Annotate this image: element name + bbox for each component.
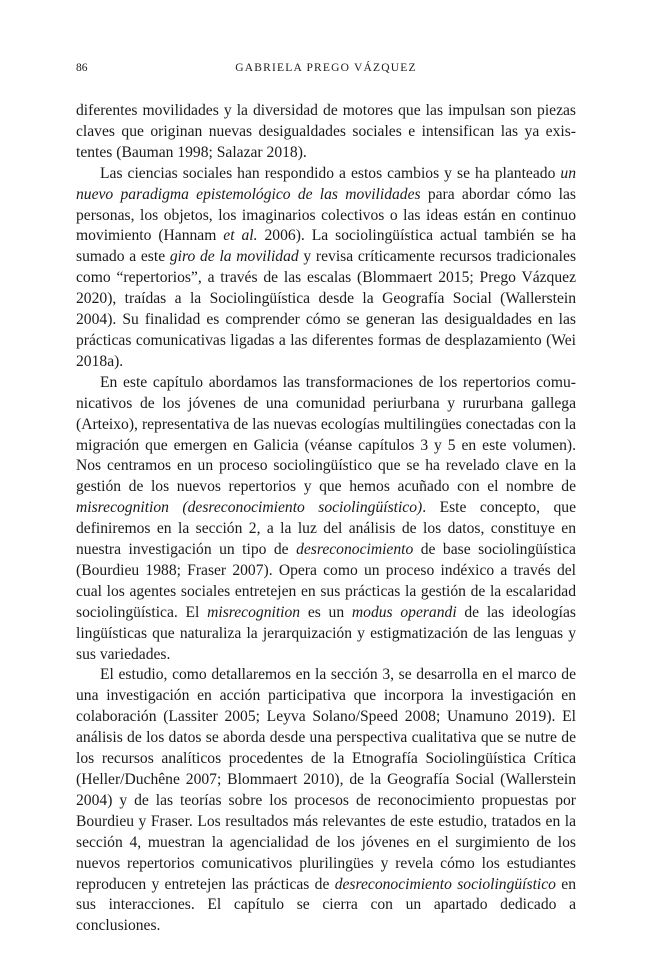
paragraph-2-text: 2006). La sociolingüística actual también se ha sumado a este [76, 227, 576, 266]
emphasis-text: desreconocimiento sociolingüístico [334, 875, 556, 893]
emphasis-text: misrecognition [207, 603, 301, 621]
paragraph-3 [76, 373, 576, 666]
emphasis-text: giro de la movilidad [169, 248, 299, 266]
running-head: GABRIELA PREGO VÁZQUEZ [235, 62, 417, 74]
page-number: 86 [76, 62, 88, 74]
paragraph-3-text: . Este concepto, que definiremos en la sección 2, a la luz del análisis de los datos, constituye en nuestra investigación un tipo de [76, 499, 576, 559]
paragraph-4-text: en sus interacciones. El capítulo se cierra con un apartado dedicado a conclusiones. [76, 875, 577, 935]
emphasis-text: et al. [223, 227, 258, 245]
paragraph-2-text: Las ciencias sociales han respondido a estos cambios y se ha planteado [100, 164, 561, 182]
body-text [76, 101, 576, 937]
paragraph-3-text: de base sociolingüística (Bourdieu 1988; Fraser 2007). Opera como un proceso indéxico a través del cual los agentes sociales entretejen en sus prácticas la gestión de la escalaridad sociolingüística. El [76, 541, 576, 621]
paragraph-4 [76, 665, 576, 937]
paragraph-2-text: y revisa críticamente recursos tradicionales como “repertorios”, a través de las escalas (Blommaert 2015; Prego Vázquez 2020), traídas a la Sociolingüística desde la Geografía Social (Wallerstein 2004). Su finalidad es comprender cómo se generan las desigualdades en las prácticas comunicativas ligadas a las diferentes formas de desplazamiento (Wei 2018a). [76, 248, 577, 370]
paragraph-2 [76, 164, 576, 373]
paragraph-3-text: En este capítulo abordamos las transformaciones de los repertorios comunicativos de los jóvenes de una comunidad periurbana y rururbana gallega (Arteixo), representativa de las nuevas ecologías multilingües conectadas con la migración que emergen en Galicia (véanse capítulos 3 y 5 en este volumen). Nos centramos en un proceso sociolingüístico que se ha revelado clave en la gestión de los nuevos repertorios y que hemos acuñado con el nombre de [76, 373, 576, 496]
emphasis-text: modus operandi [351, 603, 457, 621]
paragraph-3-text: es un [300, 603, 352, 621]
emphasis-text: desreconocimiento [296, 541, 414, 559]
paragraph-1 [76, 101, 576, 164]
paragraph-1-text: diferentes movilidades y la diversidad de motores que las impulsan son piezas claves que originan nuevas desigualdades sociales e intensifican las ya existentes (Bauman 1998; Salazar 2018). [76, 102, 576, 161]
paragraph-3-text: de las ideologías lingüísticas que naturaliza la jerarquización y estigmatización de las lenguas y sus variedades. [76, 603, 576, 663]
emphasis-text: un nuevo paradigma epistemológico de las movilidades [76, 164, 576, 203]
paragraph-2-text: para abordar cómo las personas, los objetos, los imaginarios colectivos o las ideas están en continuo movimiento (Hannam [76, 185, 576, 245]
emphasis-text: misrecognition (desreconocimiento sociolingüístico) [76, 499, 423, 517]
paragraph-4-text: El estudio, como detallaremos en la sección 3, se desarrolla en el marco de una investigación en acción participativa que incorpora la investigación en colaboración (Lassiter 2005; Leyva Solano/Speed 2008; Unamuno 2019). El análisis de los datos se aborda desde una perspectiva cualitativa que se nutre de los recursos analíticos procedentes de la Etnografía Sociolingüística Crítica (Heller/Duchêne 2007; Blommaert 2010), de la Geografía Social (Wallerstein 2004) y de las teorías sobre los procesos de reconocimiento propuestas por Bourdieu y Fraser. Los resultados más relevantes de este estudio, tratados en la sección 4, muestran la agencialidad de los jóvenes en el surgimiento de los nuevos repertorios comunicativos plurilingües y revela cómo los estudiantes reproducen y entretejen las prácticas de [76, 666, 576, 893]
page-header [76, 62, 576, 80]
